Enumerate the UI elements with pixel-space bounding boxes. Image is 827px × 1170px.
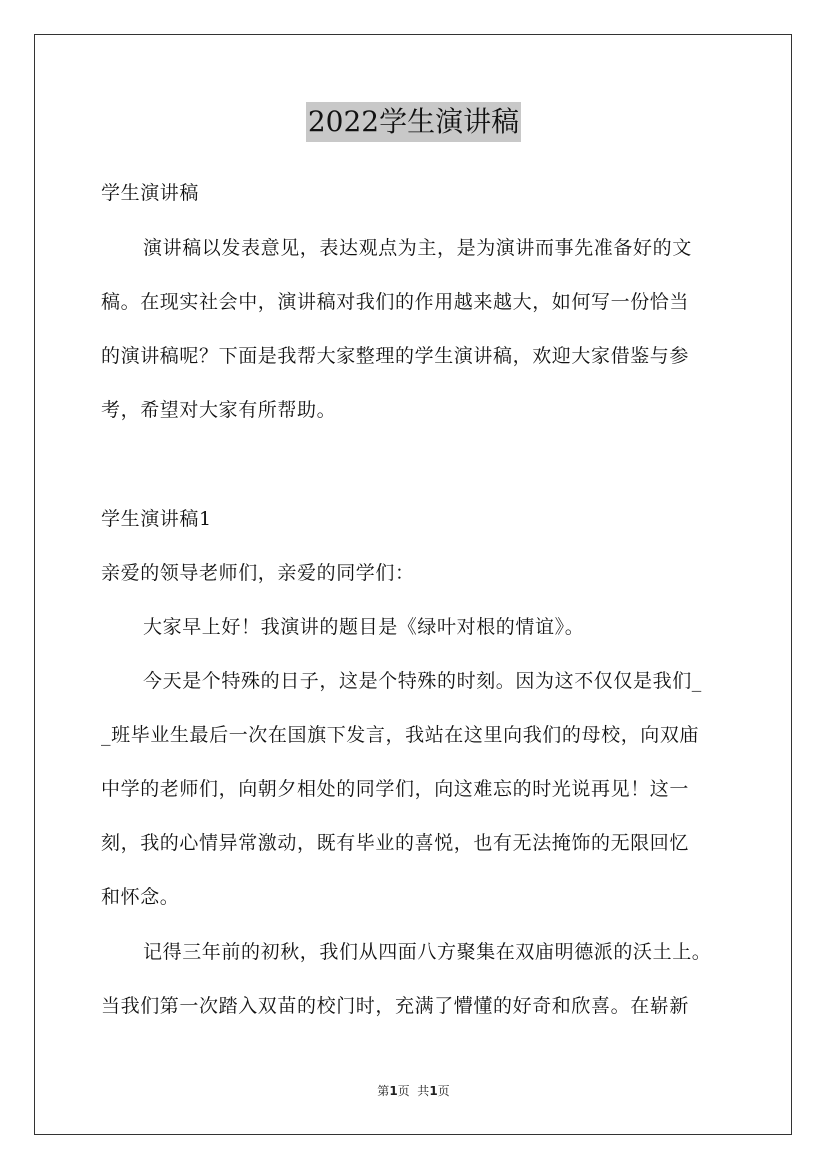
paragraph-line: 中学的老师们，向朝夕相处的同学们，向这难忘的时光说再见！这一: [101, 778, 690, 800]
paragraph-line: 的演讲稿呢？下面是我帮大家整理的学生演讲稿，欢迎大家借鉴与参: [101, 345, 690, 367]
salutation: 亲爱的领导老师们，亲爱的同学们：: [101, 562, 415, 584]
current-page-number: 1: [389, 1084, 398, 1098]
page-label-prefix: 第: [377, 1084, 390, 1098]
page-label-mid: 页 共: [397, 1084, 430, 1098]
paragraph-line: 刻，我的心情异常激动，既有毕业的喜悦，也有无法掩饰的无限回忆: [101, 832, 690, 854]
paragraph-line: _班毕业生最后一次在国旗下发言，我站在这里向我们的母校，向双庙: [101, 724, 700, 746]
section-heading: 学生演讲稿: [101, 182, 200, 204]
paragraph-line: 当我们第一次踏入双苗的校门时，充满了懵懂的好奇和欣喜。在崭新: [101, 995, 690, 1017]
paragraph-line: 稿。在现实社会中，演讲稿对我们的作用越来越大，如何写一份恰当: [101, 291, 690, 313]
document-title: 2022学生演讲稿: [306, 102, 521, 142]
page-footer: [0, 1082, 827, 1100]
paragraph-line: 和怀念。: [101, 886, 180, 908]
speech-heading: 学生演讲稿1: [101, 508, 212, 530]
paragraph-line: 今天是个特殊的日子，这是个特殊的时刻。因为这不仅仅是我们_: [143, 670, 702, 692]
paragraph-line: 考，希望对大家有所帮助。: [101, 399, 337, 421]
title-container: [0, 102, 827, 142]
paragraph-line: 大家早上好！我演讲的题目是《绿叶对根的情谊》。: [143, 616, 585, 638]
paragraph-line: 记得三年前的初秋，我们从四面八方聚集在双庙明德派的沃土上。: [143, 941, 712, 963]
total-page-number: 1: [429, 1084, 438, 1098]
page-label-suffix: 页: [437, 1084, 450, 1098]
paragraph-line: 演讲稿以发表意见，表达观点为主，是为演讲而事先准备好的文: [143, 237, 692, 259]
